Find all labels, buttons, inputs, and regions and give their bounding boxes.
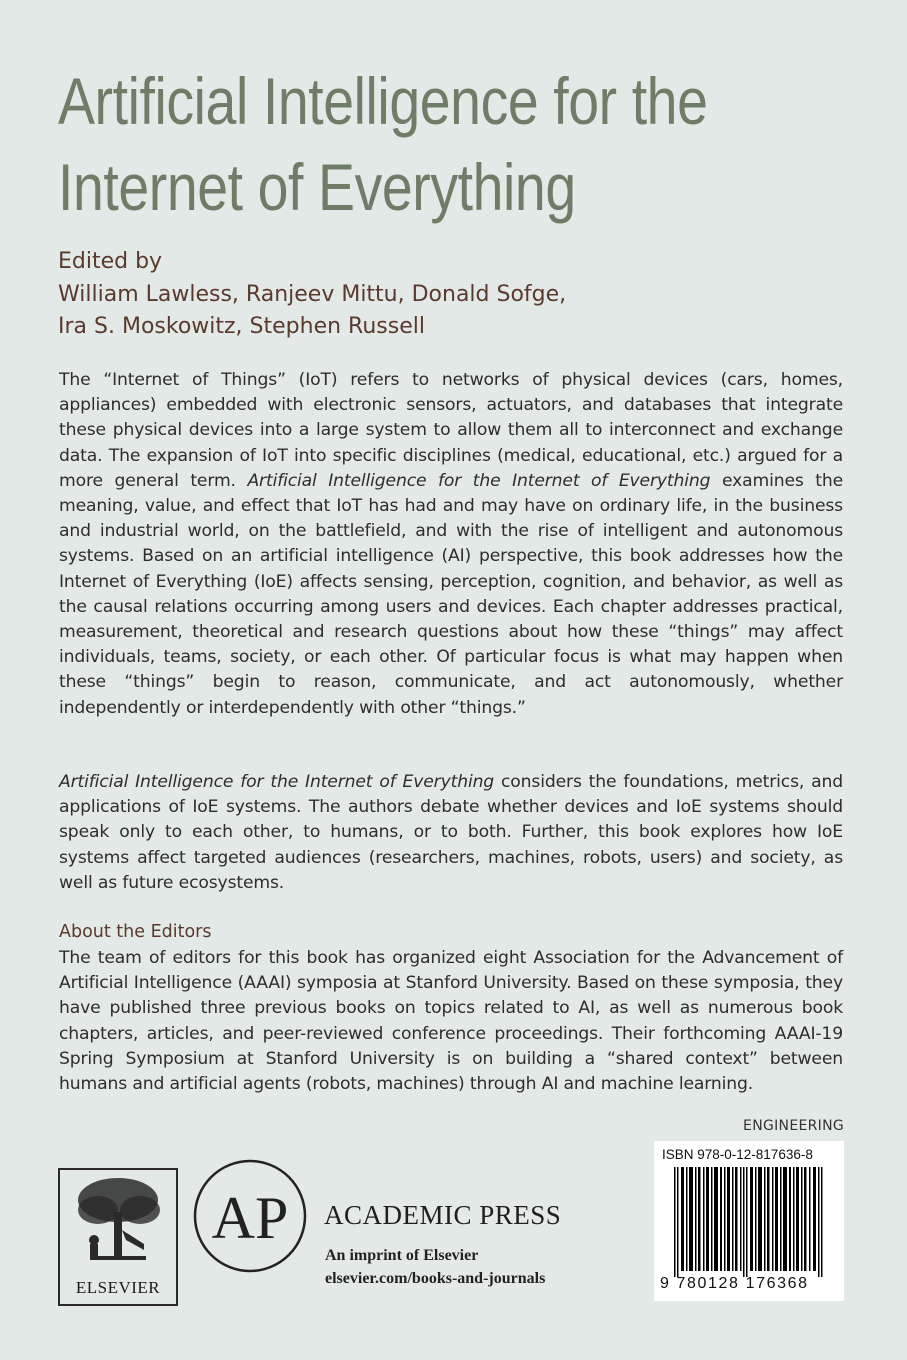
elsevier-logo bbox=[58, 1168, 178, 1306]
editors-block bbox=[58, 246, 566, 344]
p1-text-b: examines the meaning, value, and effect that IoT has had and may have on ordinary life, in the business and industrial world, on the battlefield, and with the rise of intelligent and autonomous systems. Based on an artificial intelligence (AI) perspective, this book addresses how the Internet of Everything (IoE) affects sensing, perception, cognition, and behavior, as well as the causal relations occurring among users and devices. Each chapter addresses practical, measurement, theoretical and research questions about how these “things” may affect individuals, teams, society, or each other. Of particular focus is what may happen when these “things” begin to reason, communicate, and act autonomously, whether independently or interdependently with other “things.” bbox=[59, 470, 844, 718]
isbn-label: ISBN 978-0-12-817636-8 bbox=[662, 1147, 813, 1162]
editors-names-line-2: Ira S. Moskowitz, Stephen Russell bbox=[58, 314, 425, 339]
publisher-url: elsevier.com/books-and-journals bbox=[325, 1270, 546, 1287]
publisher-imprint: An imprint of Elsevier bbox=[325, 1247, 479, 1264]
book-title-line-1: Artificial Intelligence for the bbox=[58, 64, 708, 138]
barcode-bars bbox=[674, 1167, 824, 1277]
about-editors-text: The team of editors for this book has organized eight Association for the Advancement of Artificial Intelligence (AAAI) symposia at Stanford University. Based on these symposia, they have published three previous books on topics related to AI, as well as numerous book chapters, articles, and peer-reviewed conference proceedings. Their forthcoming AAAI-19 Spring Symposium at Stanford University is on building a “shared context” between humans and artificial agents (robots, machines) through AI and machine learning. bbox=[59, 948, 843, 1095]
barcode-digits: 9 780128 176368 bbox=[660, 1275, 809, 1292]
p1-text-a: The “Internet of Things” (IoT) refers to networks of physical devices (cars, homes, appliances) embedded with electronic sensors, actuators, and databases that integrate these physical devices into a large system to allow them all to interconnect and exchange data. The expansion of IoT into specific disciplines (medical, educational, etc.) argued for a more general term. bbox=[59, 370, 843, 491]
description-paragraph-2 bbox=[59, 770, 843, 896]
p1-book-title: Artificial Intelligence for the Internet of Everything bbox=[247, 470, 711, 491]
book-title bbox=[58, 58, 747, 230]
about-editors-heading: About the Editors bbox=[59, 922, 212, 942]
p2-book-title: Artificial Intelligence for the Internet of Everything bbox=[59, 772, 495, 792]
category-label: ENGINEERING bbox=[743, 1118, 844, 1134]
book-title-line-2: Internet of Everything bbox=[58, 150, 576, 224]
publisher-name: ACADEMIC PRESS bbox=[324, 1200, 562, 1230]
description-paragraph-1 bbox=[59, 368, 843, 721]
academic-press-logo bbox=[192, 1158, 308, 1274]
elsevier-wordmark: ELSEVIER bbox=[75, 1278, 161, 1297]
editors-names-line-1: William Lawless, Ranjeev Mittu, Donald Sofge, bbox=[58, 281, 567, 307]
isbn-barcode bbox=[654, 1141, 844, 1301]
p2-text-b: considers the foundations, metrics, and applications of IoE systems. The authors debate whether devices and IoE systems should speak only to each other, to humans, or to both. Further, this book explores how IoE systems affect targeted audiences (researchers, machines, robots, users) and society, as well as future ecosystems. bbox=[59, 772, 844, 893]
ap-monogram: AP bbox=[211, 1185, 289, 1251]
edited-by-label: Edited by bbox=[58, 249, 163, 274]
elsevier-tree-icon bbox=[60, 1170, 176, 1270]
